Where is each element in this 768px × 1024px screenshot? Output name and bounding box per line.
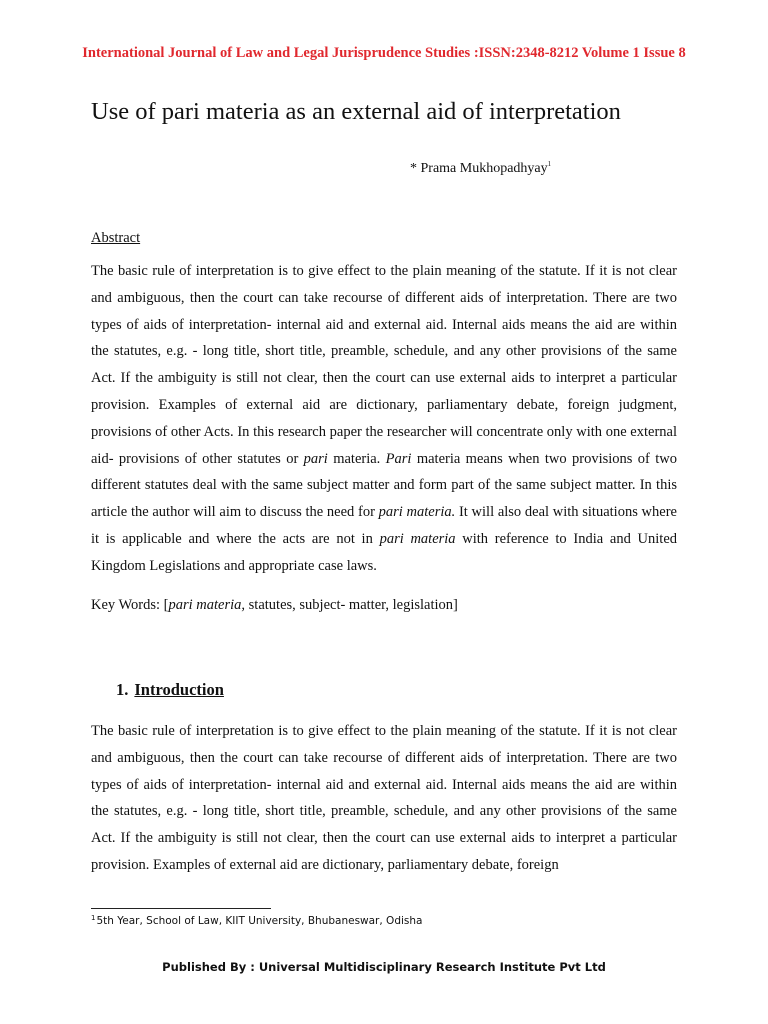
abstract-text-2: materia. bbox=[327, 450, 386, 467]
footnote-divider bbox=[91, 908, 271, 909]
keywords-rest: statutes, subject- matter, legislation] bbox=[245, 597, 458, 613]
abstract-text-3: materia means when two provisions of two different statutes deal with the same subject matter and form part of the same subject matter. In this article the author will aim to discuss the need for bbox=[91, 450, 677, 521]
abstract-text-4: It will also deal with situations where it is applicable and where the acts are not in bbox=[91, 504, 677, 547]
footnote bbox=[91, 914, 422, 927]
publisher-footer: Published By : Universal Multidisciplinary Research Institute Pvt Ltd bbox=[162, 960, 606, 974]
keywords-italic: pari materia, bbox=[168, 597, 246, 613]
introduction-heading bbox=[116, 680, 224, 700]
abstract-italic-4: pari materia bbox=[379, 530, 456, 547]
article-title: Use of pari materia as an external aid of interpretation bbox=[91, 98, 621, 125]
keywords-line bbox=[91, 597, 458, 614]
abstract-italic-2: Pari bbox=[385, 450, 412, 467]
journal-header: International Journal of Law and Legal Jurisprudence Studies :ISSN:2348-8212 Volume 1 Issue 8 bbox=[82, 45, 686, 61]
author-footnote-ref: 1 bbox=[547, 160, 552, 168]
keywords-prefix: Key Words: [ bbox=[91, 597, 169, 613]
section-label: Introduction bbox=[134, 680, 224, 699]
abstract-text-1: The basic rule of interpretation is to give effect to the plain meaning of the statute. If it is not clear and ambiguous, then the court can take recourse of different aids of interpretation. There are two types of aids of interpretation- internal aid and external aid. Internal aids means the aid are within the statutes, e.g. - long title, short title, preamble, schedule, and any other provisions of the same Act. If the ambiguity is still not clear, then the court can use external aids to interpret a particular provision. Examples of external aid are dictionary, parliamentary debate, foreign judgment, provisions of other Acts. In this research paper the researcher will concentrate only with one external aid- provisions of other statutes or bbox=[91, 263, 677, 467]
abstract-text-5: with reference to India and United Kingdom Legislations and appropriate case laws. bbox=[91, 530, 678, 574]
introduction-paragraph: The basic rule of interpretation is to give effect to the plain meaning of the statute. If it is not clear and ambiguous, then the court can take recourse of different aids of interpretation. There are two types of aids of interpretation- internal aid and external aid. Internal aids means the aid are within the statutes, e.g. - long title, short title, preamble, schedule, and any other provisions of the same Act. If the ambiguity is still not clear, then the court can use external aids to interpret a particular provision. Examples of external aid are dictionary, parliamentary debate, foreign bbox=[91, 723, 677, 873]
author-name: Prama Mukhopadhyay bbox=[420, 161, 548, 176]
footnote-ref: 1 bbox=[91, 914, 96, 922]
abstract-paragraph bbox=[91, 258, 677, 580]
author-line bbox=[410, 160, 551, 177]
abstract-italic-3: pari materia. bbox=[378, 504, 456, 521]
section-number: 1. bbox=[116, 680, 129, 699]
abstract-italic-1: pari bbox=[303, 450, 328, 467]
abstract-heading: Abstract bbox=[91, 230, 141, 246]
footnote-text: 5th Year, School of Law, KIIT University, Bhubaneswar, Odisha bbox=[96, 915, 423, 927]
author-star: * bbox=[410, 161, 417, 176]
